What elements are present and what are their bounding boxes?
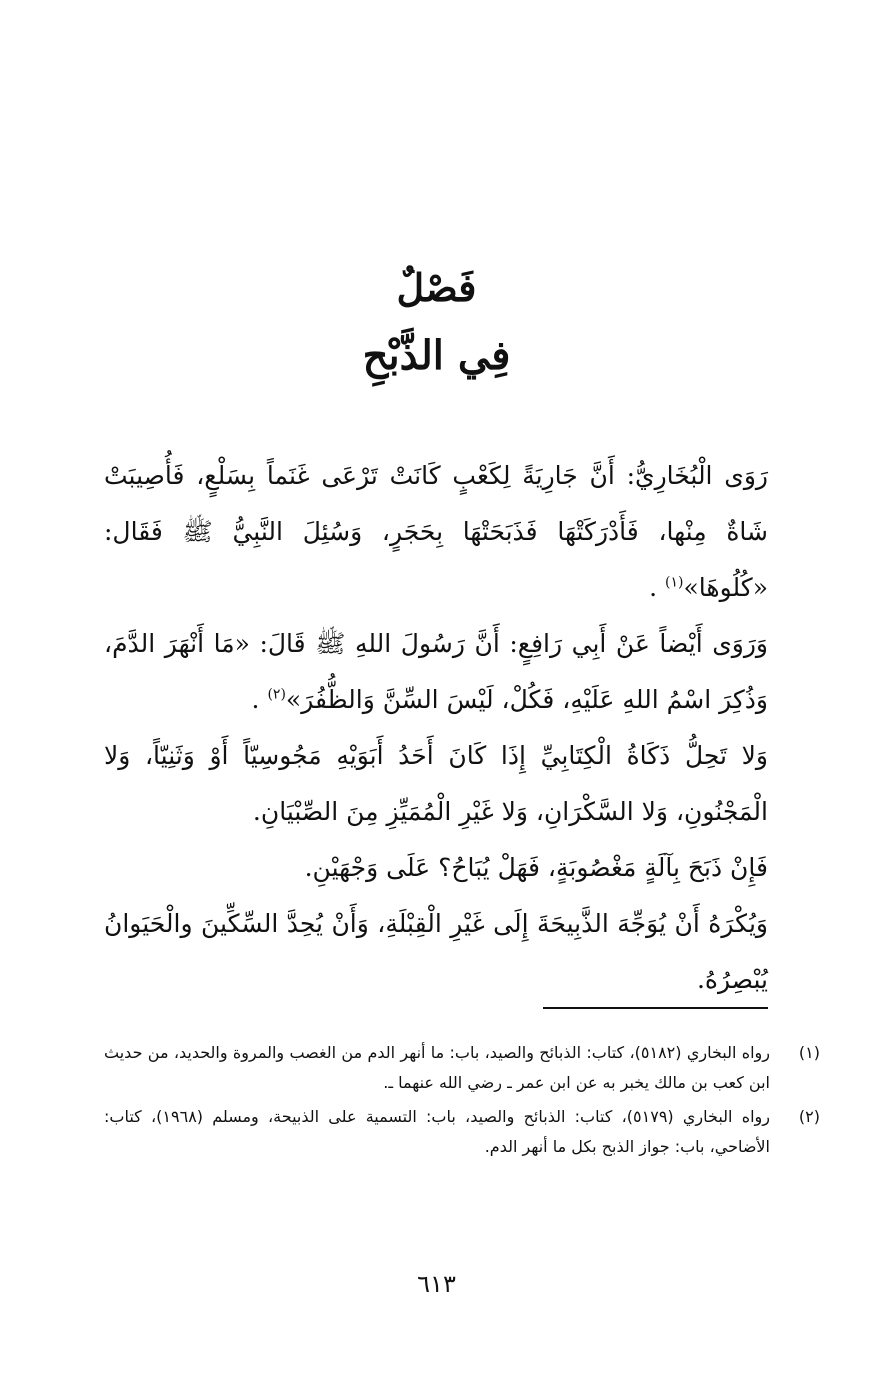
footnote-2-number: (٢) bbox=[798, 1107, 820, 1126]
paragraph-5: وَيُكْرَهُ أَنْ يُوَجِّهَ الذَّبِيحَةَ إِلَى غَيْرِ الْقِبْلَةِ، وَأَنْ يُحِدَّ السِّكِّينَ والْحَيَوانُ يُبْصِرُهُ. bbox=[104, 909, 768, 994]
paragraph-1-text: رَوَى الْبُخَارِيُّ: أَنَّ جَارِيَةً لِكَعْبٍ كَانَتْ تَرْعَى غَنَماً بِسَلْعٍ، فَأُصِيبَتْ شَاةٌ مِنْها، فَأَدْرَكَتْهَا فَذَبَحَتْهَا بِحَجَرٍ، وَسُئِلَ النَّبِيُّ ﷺ فَقَال: «كُلُوهَا» bbox=[104, 461, 768, 602]
footnote-1-number: (١) bbox=[798, 1043, 820, 1062]
paragraph-2 bbox=[104, 616, 768, 728]
paragraph-4: فَإِنْ ذَبَحَ بِآلَةٍ مَغْصُوبَةٍ، فَهَلْ يُبَاحُ؟ عَلَى وَجْهَيْنِ. bbox=[304, 853, 768, 882]
footnote-1 bbox=[104, 1038, 820, 1098]
paragraph-2-text: وَرَوَى أَيْضاً عَنْ أَبِي رَافِعٍ: أَنَّ رَسُولَ اللهِ ﷺ قَالَ: «مَا أَنْهَرَ الدَّمَ، وَذُكِرَ اسْمُ اللهِ عَلَيْهِ، فَكُلْ، لَيْسَ السِّنَّ وَالظُّفُرَ» bbox=[104, 629, 768, 714]
main-text bbox=[104, 448, 768, 1008]
paragraph-2-tail: . bbox=[251, 685, 260, 714]
footnote-1-text: رواه البخاري (٥١٨٢)، كتاب: الذبائح والصيد، باب: ما أنهر الدم من الغصب والمروة والحديد، من حديث ابن كعب بن مالك يخبر به عن ابن عمر ـ رضي الله عنهما ـ. bbox=[104, 1043, 771, 1092]
footnotes bbox=[104, 1038, 820, 1166]
footnote-2-text: رواه البخاري (٥١٧٩)، كتاب: الذبائح والصيد، باب: التسمية على الذبيحة، ومسلم (١٩٦٨)، كتاب: الأضاحي، باب: جواز الذبح بكل ما أنهر الدم. bbox=[104, 1107, 771, 1156]
footnote-separator bbox=[543, 1007, 768, 1009]
paragraph-1-tail: . bbox=[649, 573, 658, 602]
paragraph-3: وَلا تَحِلُّ ذَكَاةُ الْكِتَابِيِّ إِذَا كَانَ أَحَدُ أَبَوَيْهِ مَجُوسِيّاً أَوْ وَثَنِيّاً، وَلا الْمَجْنُونِ، وَلا السَّكْرَانِ، وَلا غَيْرِ الْمُمَيِّزِ مِنَ الصِّبْيَانِ. bbox=[104, 741, 768, 826]
footnote-2 bbox=[104, 1102, 820, 1162]
footnote-ref-2: (٢) bbox=[267, 686, 286, 703]
section-title: فِي الذَّبْحِ bbox=[362, 332, 511, 379]
footnote-ref-1: (١) bbox=[665, 574, 684, 591]
chapter-title: فَصْلٌ bbox=[396, 265, 477, 310]
page-number: ٦١٣ bbox=[417, 1270, 456, 1298]
paragraph-1 bbox=[104, 448, 768, 616]
